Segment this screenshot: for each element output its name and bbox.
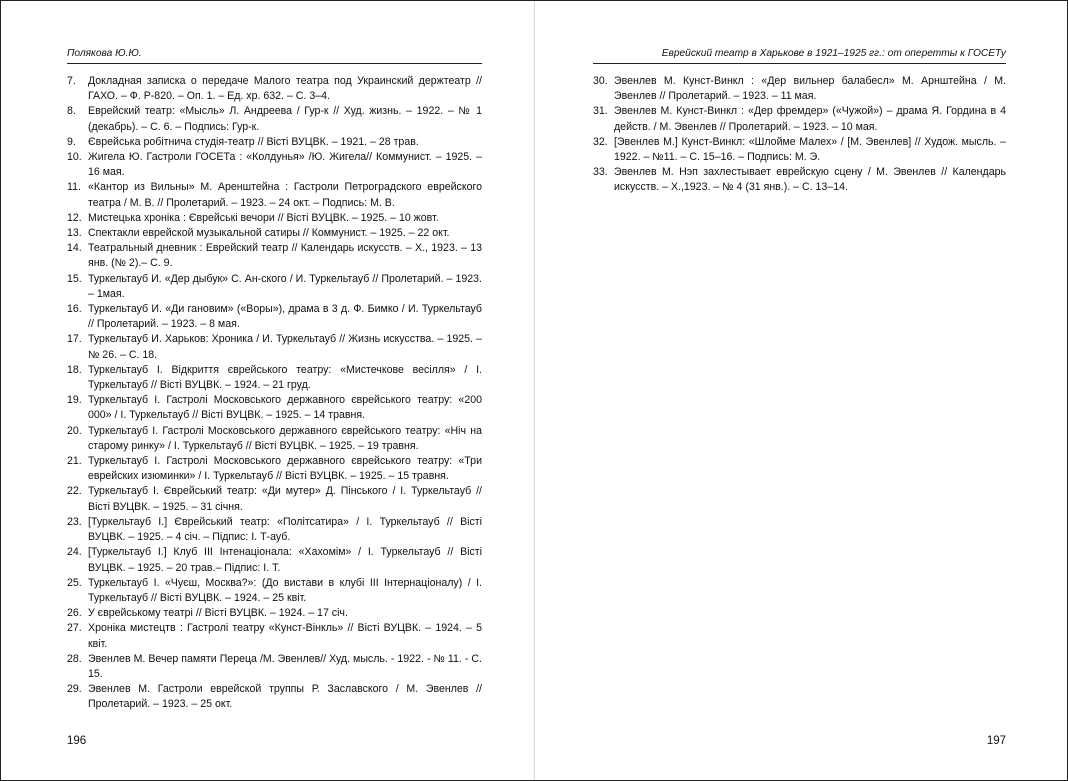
- reference-text: [Туркельтауб І.] Клуб ІІІ Інтенаціонала: «Хахомім» / І. Туркельтауб // Вісті ВУЦВК. – 1925. – 20 трав.– Підпис: І. Т.: [88, 546, 482, 574]
- reference-text: [Эвенлев М.] Кунст-Винкл: «Шлойме Малех» / [М. Эвенлев] // Худож. мысль. – 1922. – №11. – С. 15–16. – Подпись: М. Э.: [614, 135, 1006, 164]
- page-number: 197: [986, 735, 1006, 747]
- reference-text: Жигела Ю. Гастроли ГОСЕТа : «Колдунья» /Ю. Жигела// Коммунист. – 1925. – 16 мая.: [88, 151, 482, 179]
- reference-number: 13.: [67, 227, 82, 240]
- reference-item: [593, 104, 1006, 134]
- reference-item: [67, 424, 482, 454]
- reference-text: Докладная записка о передаче Малого театра под Украинский держтеатр // ГАХО. – Ф. Р-820. – Оп. 1. – Ед. хр. 632. – С. 3–4.: [88, 75, 482, 103]
- reference-item: [593, 135, 1006, 165]
- reference-item: [67, 150, 482, 180]
- reference-number: 23.: [67, 515, 82, 528]
- reference-text: Театральный дневник : Еврейский театр // Календарь искусств. – Х., 1923. – 13 янв. (№ 2).– С. 9.: [88, 242, 482, 270]
- reference-number: 10.: [67, 151, 82, 164]
- reference-number: 15.: [67, 272, 82, 285]
- reference-text: Спектакли еврейской музыкальной сатиры // Коммунист. – 1925. – 22 окт.: [88, 227, 450, 240]
- reference-item: [67, 484, 482, 514]
- reference-number: 12.: [67, 211, 82, 224]
- reference-item: [67, 241, 482, 271]
- reference-item: [67, 515, 482, 545]
- running-head-title: Еврейский театр в Харькове в 1921–1925 гг.: от оперетты к ГОСЕТу: [593, 48, 1006, 64]
- reference-number: 9.: [67, 135, 76, 148]
- reference-text: Мистецька хроніка : Єврейські вечори // Вісті ВУЦВК. – 1925. – 10 жовт.: [88, 211, 439, 224]
- reference-item: [67, 180, 482, 210]
- left-page: [1, 1, 534, 780]
- reference-number: 31.: [593, 105, 608, 118]
- reference-item: [67, 211, 482, 226]
- reference-text: Еврейский театр: «Мысль» Л. Андреева / Гур-к // Худ. жизнь. – 1922. – № 1 (декабрь). – С. 6. – Подпись: Гур-к.: [88, 105, 482, 133]
- reference-text: Туркельтауб И. «Ди гановим» («Воры»), драма в 3 д. Ф. Бимко / И. Туркельтауб // Пролетарий. – 1923. – 8 мая.: [88, 303, 482, 331]
- reference-number: 17.: [67, 333, 82, 346]
- reference-item: [67, 606, 482, 621]
- reference-number: 14.: [67, 242, 82, 255]
- right-page: [535, 1, 1067, 780]
- reference-item: [67, 332, 482, 362]
- reference-item: [67, 226, 482, 241]
- reference-number: 20.: [67, 424, 82, 437]
- reference-number: 24.: [67, 546, 82, 559]
- reference-number: 32.: [593, 135, 608, 148]
- reference-item: [593, 74, 1006, 104]
- reference-text: Туркельтауб І. Єврейський театр: «Ди мутер» Д. Пінського / І. Туркельтауб // Вісті ВУЦВК. – 1925. – 31 січня.: [88, 485, 482, 513]
- reference-text: Эвенлев М. Кунст-Винкл : «Дер фремдер» («Чужой») – драма Я. Гордина в 4 действ. / М. Эвенлев // Пролетарий. – 1923. – 10 мая.: [614, 105, 1006, 133]
- reference-number: 27.: [67, 622, 82, 635]
- reference-item: [67, 621, 482, 651]
- reference-text: Эвенлев М. Нэп захлестывает еврейскую сцену / М. Эвенлев // Календарь искусств. – Х.,1923. – № 4 (31 янв.). – С. 13–14.: [614, 166, 1006, 194]
- reference-text: Хроніка мистецтв : Гастролі театру «Кунст-Вінкль» // Вісті ВУЦВК. – 1924. – 5 квіт.: [88, 622, 482, 650]
- reference-number: 33.: [593, 166, 608, 179]
- reference-text: Туркельтауб И. Харьков: Хроника / И. Туркельтауб // Жизнь искусства. – 1925. – № 26. – С. 18.: [88, 333, 482, 361]
- reference-number: 7.: [67, 75, 76, 87]
- reference-item: [67, 302, 482, 332]
- reference-number: 30.: [593, 75, 608, 87]
- reference-item: [67, 363, 482, 393]
- reference-item: [67, 652, 482, 682]
- reference-number: 16.: [67, 303, 82, 316]
- reference-number: 22.: [67, 485, 82, 498]
- reference-item: [67, 682, 482, 712]
- reference-text: Туркельтауб І. Гастролі Московського державного єврейського театру: «200 000» / І. Туркельтауб // Вісті ВУЦВК. – 1925. – 14 травня.: [88, 394, 482, 422]
- reference-item: [67, 104, 482, 134]
- reference-item: [67, 576, 482, 606]
- reference-number: 26.: [67, 607, 82, 620]
- reference-text: Туркельтауб І. «Чуєш, Москва?»: (До вистави в клубі ІІІ Інтернаціоналу) / І. Туркельтауб // Вісті ВУЦВК. – 1924. – 25 квіт.: [88, 576, 482, 604]
- reference-number: 8.: [67, 105, 76, 118]
- reference-item: [593, 165, 1006, 195]
- reference-text: Эвенлев М. Кунст-Винкл : «Дер вильнер балабесл» М. Арнштейна / М. Эвенлев // Пролетарий. – 1923. – 11 мая.: [614, 75, 1006, 103]
- reference-item: [67, 454, 482, 484]
- reference-text: «Кантор из Вильны» М. Аренштейна : Гастроли Петроградского еврейского театра / М. В. // Пролетарий. – 1923. – 24 окт. – Подпись: М. В.: [88, 181, 482, 209]
- reference-number: 18.: [67, 363, 82, 376]
- reference-text: Туркельтауб І. Гастролі Московського державного єврейського театру: «Три еврейских изюминки» / І. Туркельтауб // Вісті ВУЦВК. – 1925. – 15 травня.: [88, 455, 482, 483]
- page-number: 196: [67, 735, 87, 747]
- reference-text: [Туркельтауб І.] Єврейський театр: «Політсатира» / І. Туркельтауб // Вісті ВУЦВК. – 1925. – 4 січ. – Підпис: І. Т-ауб.: [88, 515, 482, 544]
- reference-text: Туркельтауб І. Відкриття єврейського театру: «Мистечкове весілля» / І. Туркельтауб // Вісті ВУЦВК. – 1924. – 21 груд.: [88, 363, 482, 392]
- reference-text: Єврейська робітнича студія-театр // Вісті ВУЦВК. – 1921. – 28 трав.: [88, 135, 419, 148]
- reference-item: [67, 545, 482, 575]
- running-head-author: Полякова Ю.Ю.: [67, 48, 482, 64]
- reference-number: 21.: [67, 455, 82, 468]
- reference-item: [67, 393, 482, 423]
- reference-text: У єврейському театрі // Вісті ВУЦВК. – 1924. – 17 січ.: [88, 607, 348, 620]
- reference-item: [67, 272, 482, 302]
- reference-text: Туркельтауб І. Гастролі Московського державного єврейського театру: «Ніч на старому ринку» / І. Туркельтауб // Вісті ВУЦВК. – 1925. – 19 травня.: [88, 424, 482, 452]
- reference-item: [67, 74, 482, 104]
- reference-list: [593, 74, 1006, 196]
- reference-number: 19.: [67, 394, 82, 407]
- reference-text: Эвенлев М. Вечер памяти Переца /М. Эвенлев// Худ. мысль. - 1922. - № 11. - С. 15.: [88, 652, 482, 680]
- reference-number: 11.: [67, 181, 81, 194]
- reference-list: [67, 74, 482, 713]
- reference-text: Туркельтауб И. «Дер дыбук» С. Ан-ского / И. Туркельтауб // Пролетарий. – 1923. – 1мая.: [88, 272, 482, 300]
- reference-number: 25.: [67, 576, 82, 589]
- reference-number: 29.: [67, 683, 82, 696]
- reference-item: [67, 135, 482, 150]
- reference-number: 28.: [67, 652, 82, 665]
- reference-text: Эвенлев М. Гастроли еврейской труппы Р. Заславского / М. Эвенлев // Пролетарий. – 1923. – 25 окт.: [88, 683, 482, 711]
